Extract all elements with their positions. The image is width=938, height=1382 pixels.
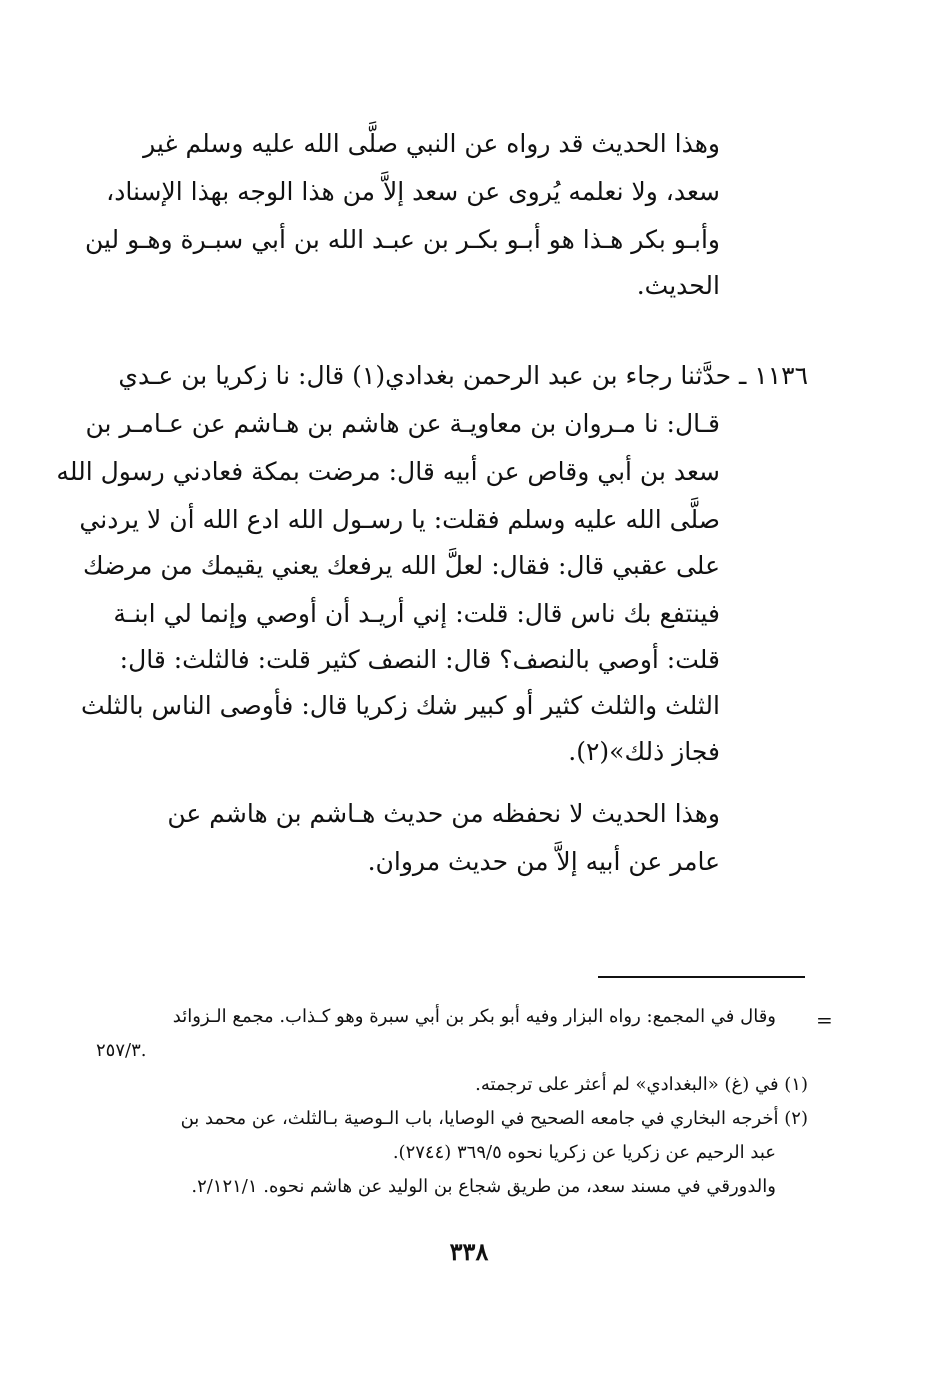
continuation-marker: = [816, 1008, 833, 1032]
hadith-1136-line-3: سعد بن أبي وقاص عن أبيه قال: مرضت بمكة فعادني رسول الله [56, 457, 720, 486]
paragraph-1-line-1: وهذا الحديث قد رواه عن النبي صلَّى الله عليه وسلم غير [143, 129, 720, 158]
hadith-1136-line-9: فجاز ذلك»(٢). [568, 737, 720, 766]
hadith-1136-line-6: فينتفع بك ناس قال: قلت: إني أريـد أن أوصي وإنما لي ابنـة [113, 599, 720, 628]
footnote-2-line-1: (٢) أخرجه البخاري في جامعه الصحيح في الوصايا، باب الـوصية بـالثلث، عن محمد بن [180, 1108, 808, 1129]
hadith-1136-line-4: صلَّى الله عليه وسلم فقلت: يا رسـول الله ادع الله أن لا يردني [79, 505, 720, 534]
paragraph-1-line-2: سعد، ولا نعلمه يُروى عن سعد إلاَّ من هذا الوجه بهذا الإسناد، [106, 177, 720, 206]
paragraph-1-line-3: وأبـو بكر هـذا هو أبـو بكـر بن عبـد الله بن أبي سبـرة وهـو لين [84, 225, 720, 254]
hadith-1136-line-5: على عقبي قال: فقال: لعلَّ الله يرفعك يعني يقيمك من مرضك [82, 551, 720, 580]
footnote-continuation-line-1: وقال في المجمع: رواه البزار وفيه أبو بكر بن أبي سبرة وهو كـذاب. مجمع الـزوائد [172, 1006, 776, 1027]
paragraph-2-line-1: وهذا الحديث لا نحفظه من حديث هـاشم بن هاشم عن [167, 799, 720, 828]
page-number: ٣٣٨ [449, 1237, 489, 1266]
hadith-1136-line-1: ١١٣٦ ـ حدَّثنا رجاء بن عبد الرحمن بغدادي(١) قال: نا زكريا بن عـدي [118, 361, 808, 390]
footnote-continuation-line-2: ٢٥٧/٣. [96, 1040, 147, 1061]
hadith-1136-line-7: قلت: أوصي بالنصف؟ قال: النصف كثير قلت: فالثلث: قال: [119, 645, 720, 674]
footnote-2-line-2: عبد الرحيم عن زكريا عن زكريا نحوه ٣٦٩/٥ (٢٧٤٤). [392, 1142, 776, 1163]
paragraph-1-line-4: الحديث. [636, 271, 720, 300]
footnote-separator [598, 976, 805, 978]
footnote-1: (١) في (غ) «البغدادي» لم أعثر على ترجمته. [475, 1074, 808, 1095]
hadith-1136-line-2: قـال: نا مـروان بن معاويـة عن هاشم بن هـاشم عن عـامـر بن [85, 409, 720, 438]
hadith-1136-line-8: الثلث والثلث كثير أو كبير شك زكريا قال: فأوصى الناس بالثلث [80, 691, 720, 720]
paragraph-2-line-2: عامر عن أبيه إلاَّ من حديث مروان. [367, 847, 720, 876]
footnote-2-line-3: والدورقي في مسند سعد، من طريق شجاع بن الوليد عن هاشم نحوه. ٢/١٢١/١. [191, 1176, 776, 1197]
